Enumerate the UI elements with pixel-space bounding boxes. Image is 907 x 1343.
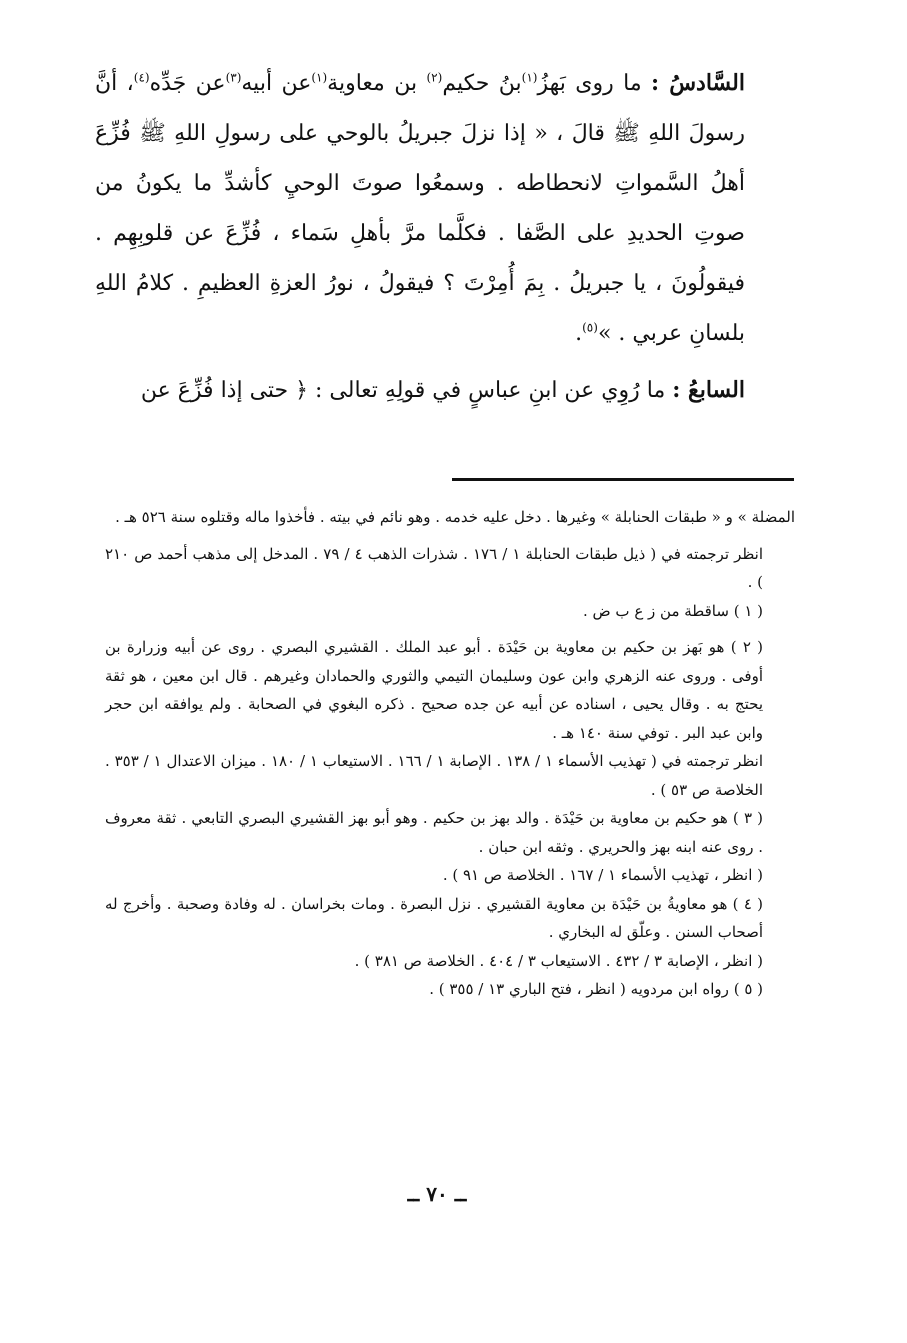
- text-segment: .: [575, 321, 583, 346]
- text-segment: ، أنَّ رسولَ اللهِ ﷺ قالَ ، « إذا نزلَ جبريلُ بالوحي على رسولِ اللهِ ﷺ فُزِّعَ أهلُ السَّمواتِ لانحطاطه . وسمعُوا صوتَ الوحيِ كأشدِّ ما يكونُ من صوتِ الحديدِ على الصَّفا . فكلَّما مرَّ بأهلِ سَماء ، فُزِّعَ عن قلوبِهِم . فيقولُونَ ، يا جبريلُ . بِمَ أُمِرْتَ ؟ فيقولُ ، نورُ العزةِ العظيمِ . كلامُ اللهِ بلسانِ عربي . »: [95, 71, 745, 346]
- footnote-ref[interactable]: (٥): [582, 320, 598, 335]
- footnote-3: ( ٣ ) هو حكيم بن معاوية بن حَيْدَة . والد بهز بن حكيم . وهو أبو بهز القشيري البصري التابعي . ثقة معروف . روى عنه ابنه بهز والحريري . وثقه ابن حبان .: [105, 809, 764, 856]
- heading-sixth: السَّادسُ :: [651, 70, 745, 96]
- footnote-1: ( ١ ) ساقطة من ز ع ب ض .: [582, 601, 763, 620]
- footnotes: [105, 503, 795, 1004]
- footnote-continuation: المضلة » و « طبقات الحنابلة » وغيرها . دخل عليه خدمه . وهو نائم في بيته . فأخذوا ماله وقتلوه سنة ٥٢٦ هـ .: [115, 508, 795, 526]
- page-number: ــ ٧٠ ــ: [407, 1182, 467, 1206]
- footnote-ref[interactable]: (١): [311, 70, 328, 85]
- main-text: [95, 58, 745, 416]
- text-segment: عن جَدِّه: [149, 71, 226, 96]
- footnote-4: ( ٤ ) هو معاويةُ بن حَيْدَة بن معاوية القشيري . نزل البصرة . ومات بخراسان . له وفادة وصحبة . وأخرج له أصحاب السنن . وعلّق له البخاري .: [105, 894, 764, 941]
- text-segment: ما روى بَهزُ: [537, 71, 652, 96]
- paragraph-seventh: [95, 365, 745, 416]
- footnote-ref[interactable]: (٢): [426, 70, 443, 85]
- text-segment: بن معاوية: [327, 71, 427, 96]
- text-segment: بنُ حكيم: [442, 71, 522, 96]
- footnote-3-reference: ( انظر ، تهذيب الأسماء ١ / ١٦٧ . الخلاصة ص ٩١ ) .: [442, 866, 763, 884]
- footnote-ref[interactable]: (١): [521, 70, 538, 85]
- footnote-2-reference: انظر ترجمته في ( تهذيب الأسماء ١ / ١٣٨ . الإصابة ١ / ١٦٦ . الاستيعاب ١ / ١٨٠ . ميزان الاعتدال ١ / ٣٥٣ . الخلاصة ص ٥٣ ) .: [105, 752, 763, 799]
- footnote-reference: انظر ترجمته في ( ذيل طبقات الحنابلة ١ / ١٧٦ . شذرات الذهب ٤ / ٧٩ . المدخل إلى مذهب أحمد ص ٢١٠ ) .: [105, 544, 763, 591]
- text-segment: عن أبيه: [241, 71, 312, 96]
- footnote-ref[interactable]: (٤): [133, 70, 150, 85]
- footnote-4-reference: ( انظر ، الإصابة ٣ / ٤٣٢ . الاستيعاب ٣ / ٤٠٤ . الخلاصة ص ٣٨١ ) .: [354, 951, 763, 970]
- footnote-5: ( ٥ ) رواه ابن مردويه ( انظر ، فتح الباري ١٣ / ٣٥٥ ) .: [429, 980, 763, 998]
- footnote-separator: [452, 478, 794, 481]
- text-segment: ما رُوِي عن ابنِ عباسٍ في قولِهِ تعالى : ﴿ حتى إذا فُزِّعَ عن: [140, 378, 673, 403]
- heading-seventh: السابعُ :: [672, 377, 745, 403]
- footnote-ref[interactable]: (٣): [225, 70, 242, 85]
- paragraph-sixth: [95, 58, 745, 359]
- footnote-2: ( ٢ ) هو بَهز بن حكيم بن معاوية بن حَيْدَة . أبو عبد الملك . القشيري البصري . روى عن أبيه وزرارة بن أوفى . وروى عنه الزهري وابن عون وسليمان التيمي والثوري والحمادان وغيرهم . قال ابن معين ، هو ثقة يحتج به . وقال يحيى ، اسناده عن أبيه عن جده صحيح . ذكره البغوي في الصحابة . ولم يوافقه ابن حجر وابن عبد البر . توفي سنة ١٤٠ هـ .: [105, 638, 763, 742]
